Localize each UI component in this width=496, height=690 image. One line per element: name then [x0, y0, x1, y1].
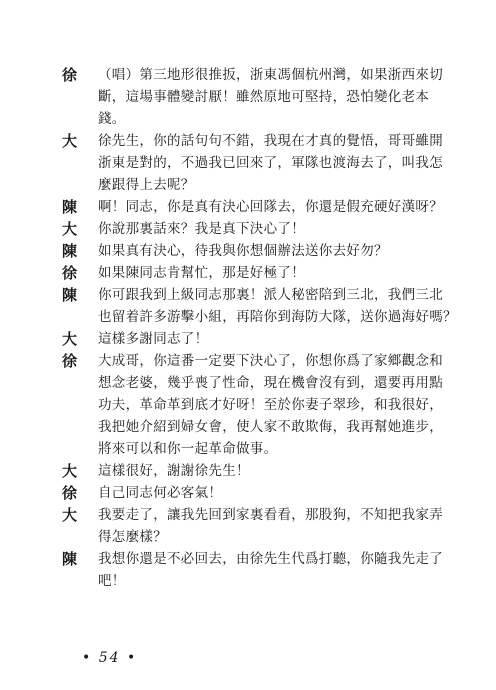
- dialogue-line: 如果陳同志肯幫忙，那是好極了！: [98, 265, 305, 281]
- speaker-label: 大: [62, 220, 78, 238]
- dialogue-line: 將來可以和你一起革命做事。: [98, 441, 278, 457]
- page-number: • 54 •: [82, 650, 138, 666]
- speaker-label: 大: [62, 330, 78, 348]
- dialogue-text: [98, 130, 462, 196]
- speaker-label: 徐: [62, 264, 78, 282]
- speaker-label: 陳: [62, 198, 78, 216]
- dialogue-line: 你可跟我到上級同志那裏！派人秘密陪到三北，我們三北: [98, 287, 443, 303]
- dialogue-text: [98, 350, 462, 460]
- dialogue-line: 自己同志何必客氣！: [98, 485, 223, 501]
- dialogue-entry: [62, 196, 462, 218]
- dialogue-line: （唱）第三地形很推扳，浙東馮個杭州灣，如果浙西來切: [98, 67, 443, 83]
- dialogue-entry: [62, 460, 462, 482]
- dialogue-text: [98, 504, 462, 548]
- speaker-label: 陳: [62, 242, 78, 260]
- dialogue-text: [98, 548, 462, 592]
- dialogue-entry: [62, 218, 462, 240]
- dialogue-entry: [62, 284, 462, 328]
- dialogue-line: 吧！: [98, 573, 126, 589]
- dialogue-line: 如果真有決心，待我與你想個辦法送你去好勿？: [98, 243, 388, 259]
- dialogue-entry: [62, 482, 462, 504]
- dialogue-entry: [62, 350, 462, 460]
- dialogue-entry: [62, 130, 462, 196]
- dialogue-text: [98, 460, 462, 482]
- dialogue-text: [98, 284, 462, 328]
- dialogue-entry: [62, 504, 462, 548]
- speaker-label: 大: [62, 462, 78, 480]
- dialogue-line: 我想你還是不必回去，由徐先生代爲打聽，你隨我先走了: [98, 551, 443, 567]
- dialogue-line: 我要走了，讓我先回到家裏看看，那股狗，不知把我家弄: [98, 507, 443, 523]
- dialogue-line: 想念老婆，幾乎喪了性命，現在機會沒有到，還要再用點: [98, 375, 443, 391]
- dialogue-text: [98, 240, 462, 262]
- speaker-label: 徐: [62, 66, 78, 84]
- speaker-label: 陳: [62, 550, 78, 568]
- dialogue-line: 浙東是對的，不過我已回來了，軍隊也渡海去了，叫我怎: [98, 155, 443, 171]
- dialogue-line: 功夫，革命革到底才好呀！至於你妻子翠珍，和我很好，: [98, 397, 443, 413]
- dialogue-text: [98, 328, 462, 350]
- speaker-label: 陳: [62, 286, 78, 304]
- dialogue-entry: [62, 64, 462, 130]
- dialogue-line: 這樣多謝同志了！: [98, 331, 209, 347]
- dialogue-line: 麼跟得上去呢？: [98, 177, 195, 193]
- dialogue-text: [98, 64, 462, 130]
- dialogue-line: 這樣很好，謝謝徐先生！: [98, 463, 250, 479]
- dialogue-line: 你說那裏話來？我是真下決心了！: [98, 221, 305, 237]
- dialogue-text: [98, 262, 462, 284]
- speaker-label: 大: [62, 506, 78, 524]
- speaker-label: 徐: [62, 352, 78, 370]
- dialogue-entry: [62, 262, 462, 284]
- dialogue-entry: [62, 240, 462, 262]
- dialogue-line: 錢。: [98, 111, 126, 127]
- dialogue-text: [98, 218, 462, 240]
- dialogue-line: 大成哥，你這番一定要下決心了，你想你爲了家鄉觀念和: [98, 353, 443, 369]
- dialogue-entry: [62, 328, 462, 350]
- dialogue-line: 我把她介紹到婦女會，使人家不敢欺侮，我再幫她進步，: [98, 419, 443, 435]
- dialogue-line: 啊！同志，你是真有決心回隊去，你還是假充硬好漢呀？: [98, 199, 443, 215]
- dialogue-entry: [62, 548, 462, 592]
- dialogue-text: [98, 196, 462, 218]
- dialogue-text: [98, 482, 462, 504]
- speaker-label: 徐: [62, 484, 78, 502]
- dialogue-line: 也留着許多游擊小組，再陪你到海防大隊，送你過海好嗎？: [98, 309, 457, 325]
- speaker-label: 大: [62, 132, 78, 150]
- dialogue-line: 得怎麼樣？: [98, 529, 167, 545]
- dialogue-line: 徐先生，你的話句句不錯，我現在才真的覺悟，哥哥雖開: [98, 133, 443, 149]
- script-body: [62, 64, 462, 592]
- dialogue-line: 斷，這場事體變討厭！雖然原地可堅持，恐怕變化老本: [98, 89, 430, 105]
